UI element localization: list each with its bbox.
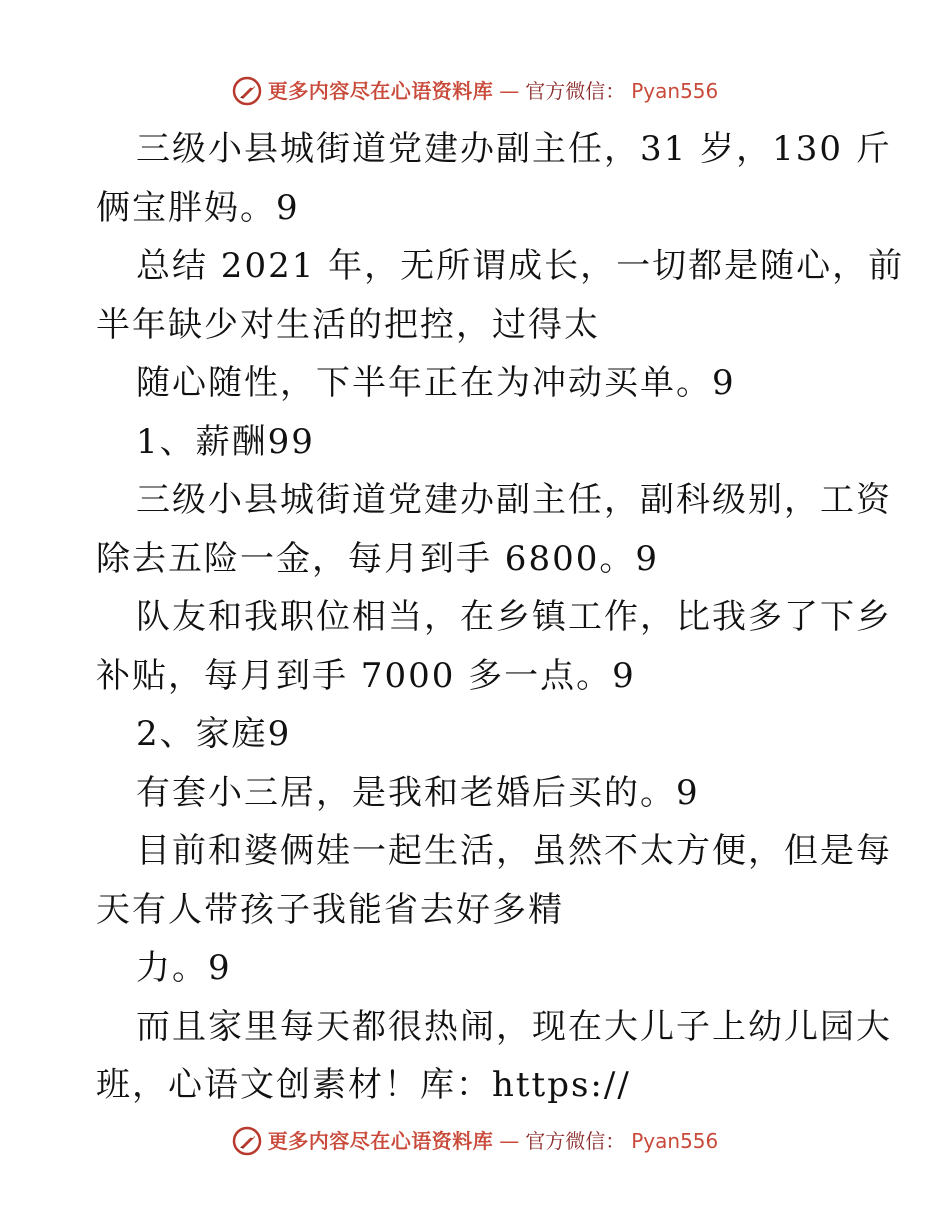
paragraph-line: 除去五险一金，每月到手 6800。9 <box>96 538 659 579</box>
paragraph-line: 补贴，每月到手 7000 多一点。9 <box>96 655 636 696</box>
watermark-main-text: 更多内容尽在心语资料库 <box>267 1129 494 1153</box>
watermark-dash: — <box>499 79 520 103</box>
quill-logo-icon <box>232 76 262 106</box>
document-body <box>96 120 905 1115</box>
paragraph-line: 力。9 <box>136 948 232 988</box>
footer-watermark <box>0 1126 950 1156</box>
paragraph-line: 俩宝胖妈。9 <box>96 187 300 228</box>
paragraph-line: 队友和我职位相当，在乡镇工作，比我多了下乡 <box>136 597 892 637</box>
watermark-official-label: 官方微信： <box>525 1129 626 1153</box>
header-watermark <box>0 76 950 106</box>
watermark-official-label: 官方微信： <box>525 79 626 103</box>
paragraph-line: 总结 2021 年，无所谓成长，一切都是随心，前 <box>136 246 905 286</box>
watermark-wechat-id: Pyan556 <box>631 79 719 103</box>
paragraph-line: 三级小县城街道党建办副主任，31 岁，130 斤 <box>136 129 892 169</box>
paragraph-line: 半年缺少对生活的把控，过得太 <box>96 304 600 345</box>
paragraph-line: 三级小县城街道党建办副主任，副科级别，工资 <box>136 480 892 520</box>
paragraph-line: 随心随性，下半年正在为冲动买单。9 <box>136 363 736 403</box>
paragraph-line: 有套小三居，是我和老婚后买的。9 <box>136 772 700 813</box>
watermark-wechat-id: Pyan556 <box>631 1129 719 1153</box>
paragraph-line: 班，心语文创素材！库：https:// <box>96 1065 631 1105</box>
paragraph-line: 目前和婆俩娃一起生活，虽然不太方便，但是每 <box>136 831 892 871</box>
watermark-main-text: 更多内容尽在心语资料库 <box>267 79 494 103</box>
watermark-dash: — <box>499 1129 520 1153</box>
quill-logo-icon <box>232 1126 262 1156</box>
section-heading: 1、薪酬99 <box>136 421 315 462</box>
paragraph-line: 而且家里每天都很热闹，现在大儿子上幼儿园大 <box>136 1006 892 1047</box>
section-heading: 2、家庭9 <box>136 714 292 754</box>
paragraph-line: 天有人带孩子我能省去好多精 <box>96 889 564 930</box>
